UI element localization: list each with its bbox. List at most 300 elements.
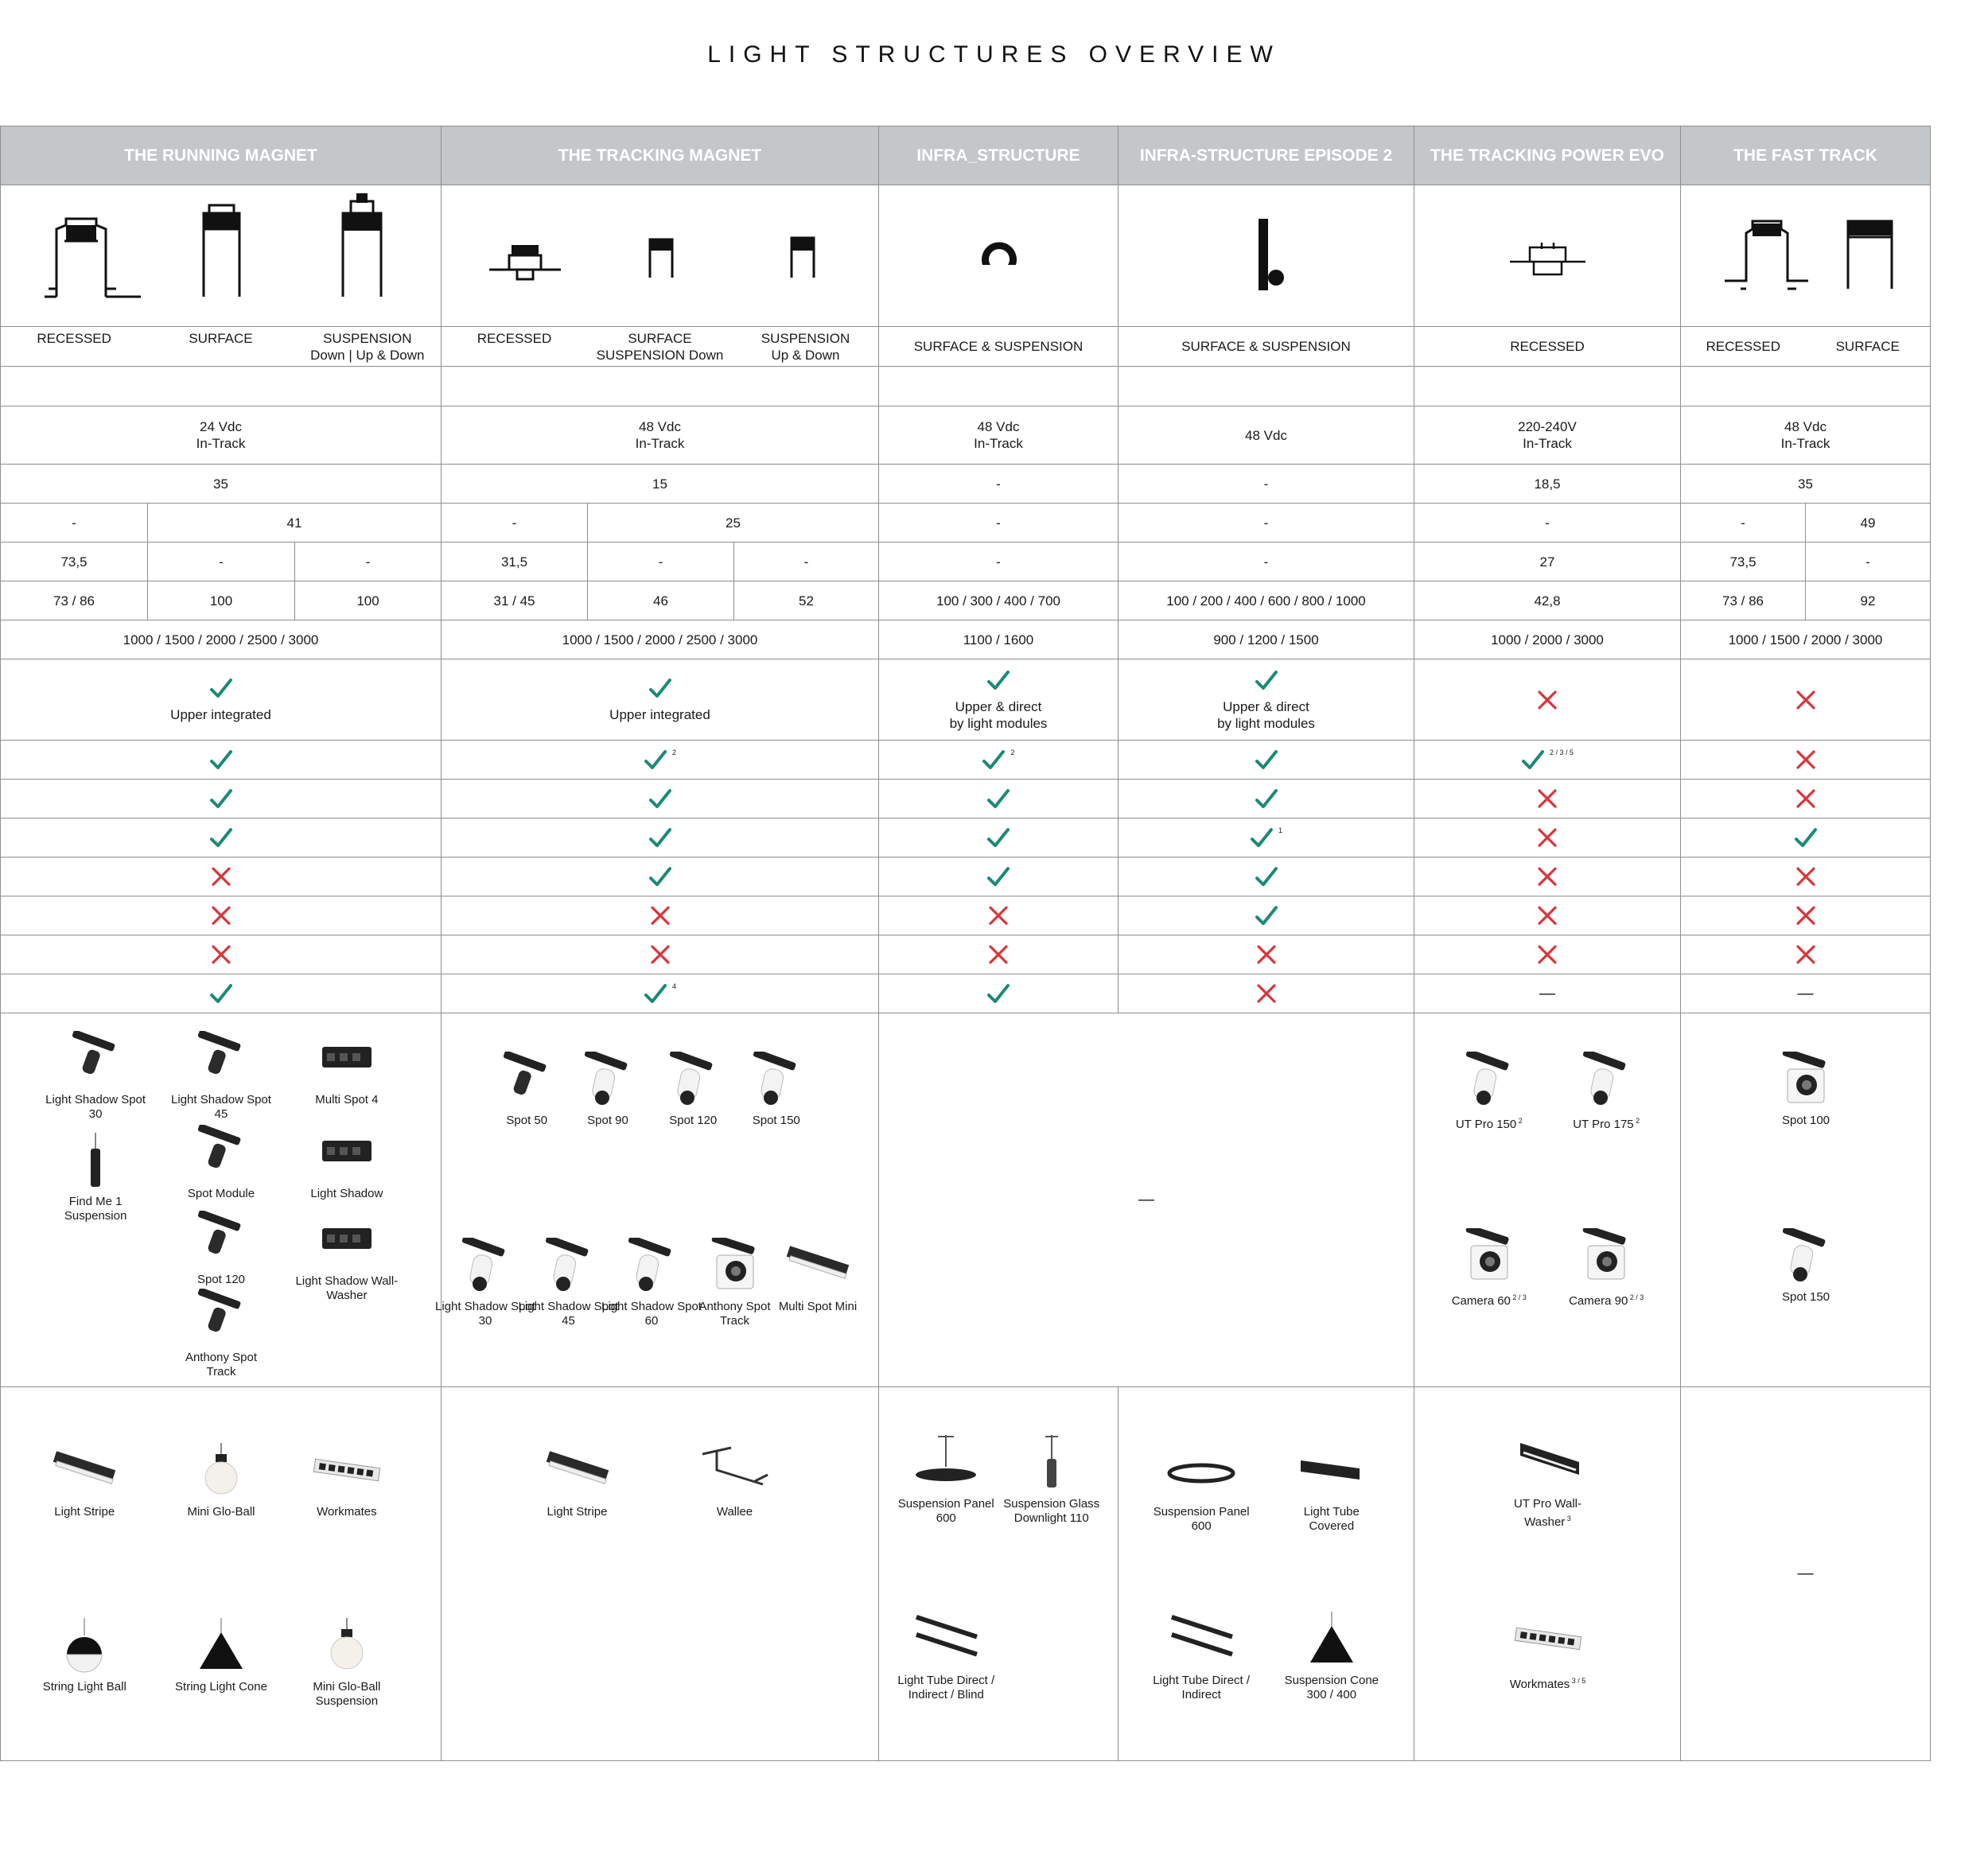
profile-drawing-ft — [1681, 185, 1931, 322]
feature-6-tpe — [1414, 935, 1681, 974]
light-tube-covered-icon — [1296, 1443, 1367, 1499]
product-item — [169, 1211, 273, 1287]
integrated-note-rm: Upper integrated — [170, 707, 271, 722]
product-label: Workmates — [317, 1505, 377, 1519]
feature-1-tm — [442, 741, 879, 780]
row-d-ft-1: 73 / 86 — [1681, 581, 1806, 620]
product-item — [1554, 1052, 1658, 1132]
type-ft-recessed: RECESSED — [1706, 339, 1781, 354]
products2-ft-dash: — — [1797, 1565, 1814, 1582]
track-spot-icon — [185, 1289, 257, 1344]
feature-2-rm — [1, 780, 442, 819]
products2-tpe — [1414, 1387, 1681, 1761]
integrated-note-is2: Upper & direct — [1223, 698, 1309, 714]
feature-7-ft — [1681, 974, 1931, 1013]
feature-7-rm — [1, 974, 442, 1013]
product-item — [526, 1443, 629, 1519]
product-footnote: 2 — [1633, 1117, 1640, 1125]
product-item — [1000, 1435, 1103, 1526]
row-c-tm-3: - — [803, 554, 809, 570]
row-a-ft: 35 — [1681, 465, 1931, 504]
type-tm-surface: SURFACE — [628, 330, 692, 346]
row-a-is2: - — [1118, 465, 1414, 504]
row-c-rm-3: - — [365, 554, 371, 570]
products2-ft — [1681, 1387, 1931, 1761]
row-d-tm-3: 52 — [799, 593, 814, 609]
product-label: Multi Spot 4 — [315, 1093, 379, 1106]
type-tpe: RECESSED — [1414, 327, 1681, 367]
check-icon — [986, 865, 1010, 889]
cross-icon — [1255, 982, 1278, 1005]
product-item — [894, 1435, 998, 1526]
linear-light-icon — [782, 1238, 854, 1293]
feature-6-ft — [1681, 935, 1931, 974]
product-footnote: 3 — [1565, 1515, 1571, 1522]
product-label: Spot 100 — [1781, 1114, 1830, 1127]
feature-2-is2 — [1118, 780, 1414, 819]
product-label: Camera 60 $^{2 / 3}$ — [1451, 1293, 1527, 1308]
product-item — [1754, 1228, 1858, 1305]
dash-mark: — — [1539, 984, 1555, 1002]
type-rm-surface: SURFACE — [189, 330, 253, 346]
product-label: Light Shadow Wall-Washer — [295, 1274, 399, 1302]
profile-drawings-tpe — [1414, 185, 1681, 327]
feature-3-tpe — [1414, 819, 1681, 858]
check-icon — [982, 748, 1006, 772]
feature-3-tm — [442, 819, 879, 858]
white-spot-icon — [1453, 1052, 1525, 1107]
row-d-rm-3: 100 — [356, 593, 379, 609]
products2-is — [879, 1387, 1118, 1761]
feature-row-5 — [1, 896, 1931, 935]
cone-icon — [185, 1618, 257, 1674]
type-tm-suspension-sub: Up & Down — [771, 347, 840, 363]
product-label: Workmates $^{3 / 5}$ — [1509, 1677, 1586, 1691]
row-b-tpe: - — [1414, 504, 1681, 542]
integrated-note-is: Upper & direct — [955, 698, 1042, 714]
product-label: Wallee — [716, 1505, 753, 1519]
product-label: Suspension Panel 600 — [897, 1497, 994, 1525]
feature-4-rm — [1, 858, 442, 896]
product-label: Suspension Panel 600 — [1153, 1505, 1250, 1533]
check-icon — [644, 748, 667, 772]
product-footnote: 2 / 3 — [1628, 1293, 1644, 1301]
feature-3-ft — [1681, 819, 1931, 858]
voltage-is: 48 Vdc — [977, 419, 1020, 434]
product-label: Light Shadow Spot 45 — [518, 1300, 619, 1328]
feature-3-rm — [1, 819, 442, 858]
check-icon — [1521, 748, 1545, 772]
check-icon — [209, 748, 233, 772]
check-icon — [1255, 904, 1278, 928]
product-label: Spot 120 — [669, 1114, 718, 1127]
profile-drawings-is — [879, 185, 1118, 327]
type-rm-suspension: SUSPENSION — [323, 330, 412, 346]
feature-4-is — [879, 858, 1118, 896]
module-icon — [311, 1212, 383, 1268]
lengths-is2: 900 / 1200 / 1500 — [1118, 620, 1414, 659]
check-icon — [209, 982, 233, 1005]
cross-icon — [649, 904, 671, 927]
voltage-rm: 24 Vdc — [200, 419, 242, 434]
cross-icon — [1795, 749, 1817, 771]
integrated-rm — [1, 659, 442, 741]
cross-icon — [1795, 904, 1817, 927]
ring-panel-icon — [1165, 1443, 1237, 1499]
products2-is2 — [1118, 1387, 1414, 1761]
string-ball-icon — [49, 1618, 120, 1674]
feature-6-is2 — [1118, 935, 1414, 974]
row-d-tm-1: 31 / 45 — [442, 581, 588, 620]
voltage-tpe: 220-240V — [1518, 419, 1577, 434]
feature-row-3 — [1, 819, 1931, 858]
row-d-tm-2: 46 — [588, 581, 734, 620]
product-item — [725, 1052, 828, 1128]
product-label: Light Shadow Spot 45 — [171, 1093, 271, 1121]
light-tube-icon — [910, 1612, 982, 1667]
product-footnote: 2 / 3 — [1510, 1293, 1527, 1301]
product-item — [1280, 1443, 1383, 1534]
product-label: UT Pro 150 $^2$ — [1455, 1117, 1523, 1131]
integrated-note-is2: by light modules — [1217, 715, 1315, 731]
check-icon — [986, 668, 1010, 692]
lengths-tpe: 1000 / 2000 / 3000 — [1414, 620, 1681, 659]
products1-rm — [1, 1013, 442, 1387]
cross-icon — [987, 943, 1010, 966]
cross-icon — [1536, 826, 1558, 849]
dash-mark: — — [1797, 984, 1814, 1002]
check-icon — [1255, 748, 1278, 772]
feature-5-rm — [1, 896, 442, 935]
track-spot-icon — [491, 1052, 562, 1107]
check-icon — [1255, 865, 1278, 889]
type-ft-surface: SURFACE — [1835, 339, 1900, 354]
row-a-tm: 15 — [442, 465, 879, 504]
cross-icon — [1536, 689, 1558, 711]
overview-table — [0, 126, 1931, 1761]
row-a-rm: 35 — [1, 465, 442, 504]
white-spot-icon — [657, 1052, 729, 1107]
feature-7-tpe — [1414, 974, 1681, 1013]
product-label: Spot 150 — [752, 1114, 800, 1127]
row-c-tm-2: - — [588, 542, 734, 581]
row-d-rm-1: 73 / 86 — [1, 581, 148, 620]
row-c-is2: - — [1118, 542, 1414, 581]
product-item — [1150, 1612, 1253, 1702]
product-item — [295, 1212, 399, 1303]
profile-drawings-rm — [1, 185, 442, 327]
profile-drawing-rm — [1, 185, 442, 322]
product-label: Camera 90 $^{2 / 3}$ — [1569, 1293, 1644, 1308]
product-label: UT Pro 175 $^2$ — [1573, 1117, 1640, 1131]
lengths-ft: 1000 / 1500 / 2000 / 3000 — [1681, 620, 1931, 659]
check-icon — [1250, 826, 1274, 850]
product-item — [1438, 1228, 1541, 1309]
feature-row-7 — [1, 974, 1931, 1013]
footnote-ref: 4 — [671, 982, 676, 990]
product-label: Light Shadow Spot 30 — [45, 1093, 146, 1121]
row-b-is: - — [879, 504, 1118, 542]
row-d-rm-2: 100 — [148, 581, 295, 620]
product-label: Spot 50 — [506, 1114, 548, 1127]
product-footnote: 3 / 5 — [1570, 1677, 1586, 1685]
camera-spot-icon — [1453, 1228, 1525, 1284]
footnote-ref: 2 — [671, 749, 676, 756]
feature-1-tpe — [1414, 741, 1681, 780]
product-item — [894, 1612, 998, 1702]
check-icon — [644, 982, 667, 1005]
feature-5-ft — [1681, 896, 1931, 935]
wall-washer-icon — [1512, 1435, 1584, 1491]
row-a-is: - — [879, 465, 1118, 504]
lengths-tm: 1000 / 1500 / 2000 / 2500 / 3000 — [442, 620, 879, 659]
product-item — [33, 1443, 136, 1519]
product-item — [1280, 1612, 1383, 1702]
pendant-icon — [60, 1133, 131, 1188]
feature-row-1 — [1, 741, 1931, 780]
product-label: Mini Glo-Ball Suspension — [313, 1680, 381, 1708]
product-label: Light Shadow — [310, 1187, 383, 1200]
product-label: Suspension Cone 300 / 400 — [1284, 1674, 1379, 1701]
row-d-is: 100 / 300 / 400 / 700 — [879, 581, 1118, 620]
cross-icon — [1795, 943, 1817, 966]
row-c-tm-1: 31,5 — [442, 542, 588, 581]
profile-drawing-is — [879, 185, 1118, 322]
suspension-panel-icon — [910, 1435, 982, 1491]
feature-3-is2 — [1118, 819, 1414, 858]
workmates-icon — [311, 1443, 383, 1499]
type-rm-recessed: RECESSED — [37, 330, 111, 346]
check-icon — [986, 982, 1010, 1005]
integrated-tpe — [1414, 659, 1681, 741]
feature-1-is2 — [1118, 741, 1414, 780]
product-label: UT Pro Wall-Washer $^3$ — [1513, 1497, 1581, 1529]
track-spot-icon — [60, 1031, 131, 1087]
row-b-tm-2: 25 — [726, 515, 741, 531]
feature-2-tpe — [1414, 780, 1681, 819]
check-icon — [648, 826, 672, 850]
product-label: Spot Module — [187, 1187, 255, 1200]
type-is2: SURFACE & SUSPENSION — [1118, 327, 1414, 367]
product-item — [1754, 1052, 1858, 1128]
glass-downlight-icon — [1016, 1435, 1087, 1491]
product-label: Light Shadow Spot 60 — [601, 1300, 702, 1328]
integrated-note-is: by light modules — [949, 715, 1048, 731]
profile-drawing-tpe — [1414, 185, 1681, 322]
product-label: String Light Cone — [175, 1680, 267, 1694]
product-item — [295, 1125, 399, 1201]
cross-icon — [1536, 943, 1558, 966]
feature-7-is — [879, 974, 1118, 1013]
product-item — [1554, 1228, 1658, 1309]
product-label: Spot 150 — [1781, 1290, 1830, 1304]
product-label: Multi Spot Mini — [778, 1300, 858, 1313]
profile-drawing-is2 — [1118, 185, 1414, 322]
camera-spot-icon — [1770, 1052, 1842, 1107]
feature-7-tm — [442, 974, 879, 1013]
row-c-rm-1: 73,5 — [1, 542, 148, 581]
profile-drawings-tm — [442, 185, 879, 327]
product-item — [33, 1618, 136, 1694]
feature-row-6 — [1, 935, 1931, 974]
row-b-rm-1: - — [1, 504, 148, 542]
lengths-rm: 1000 / 1500 / 2000 / 2500 / 3000 — [1, 620, 442, 659]
light-tube-icon — [1165, 1612, 1237, 1667]
cone-icon — [1296, 1612, 1367, 1667]
product-item — [169, 1031, 273, 1122]
product-label: Light Tube Direct / Indirect — [1153, 1674, 1251, 1701]
products1-tpe — [1414, 1013, 1681, 1387]
white-spot-icon — [741, 1052, 812, 1107]
product-item — [1150, 1443, 1253, 1534]
col-header-fast-track: THE FAST TRACK — [1681, 126, 1931, 185]
product-item — [44, 1133, 147, 1223]
feature-4-is2 — [1118, 858, 1414, 896]
product-label: Anthony Spot Track — [185, 1351, 258, 1379]
voltage-ft-sub: In-Track — [1780, 436, 1830, 451]
feature-5-is — [879, 896, 1118, 935]
product-item — [1438, 1052, 1541, 1132]
products1-is-empty — [879, 1013, 1414, 1387]
feature-1-ft — [1681, 741, 1931, 780]
product-label: Light Tube Direct / Indirect / Blind — [897, 1674, 995, 1701]
feature-row-4 — [1, 858, 1931, 896]
row-c-ft-2: - — [1865, 554, 1870, 570]
products1-tm — [435, 1013, 879, 1387]
feature-5-tm — [442, 896, 879, 935]
cross-icon — [210, 943, 232, 966]
profile-drawing-tm — [442, 185, 879, 322]
product-label: String Light Ball — [42, 1680, 126, 1694]
module-icon — [311, 1125, 383, 1180]
linear-light-icon — [49, 1443, 120, 1499]
feature-7-is2 — [1118, 974, 1414, 1013]
white-spot-icon — [572, 1052, 644, 1107]
feature-1-rm — [1, 741, 442, 780]
col-header-running-magnet: THE RUNNING MAGNET — [1, 126, 442, 185]
cross-icon — [1255, 943, 1278, 966]
cross-icon — [210, 904, 232, 927]
feature-6-tm — [442, 935, 879, 974]
wallee-icon — [699, 1443, 771, 1499]
feature-4-ft — [1681, 858, 1931, 896]
voltage-tm-sub: In-Track — [635, 436, 685, 451]
cross-icon — [1536, 865, 1558, 888]
integrated-tm — [442, 659, 879, 741]
check-icon — [986, 787, 1010, 811]
white-spot-icon — [533, 1238, 605, 1293]
row-d-is2: 100 / 200 / 400 / 600 / 800 / 1000 — [1118, 581, 1414, 620]
footnote-ref: 2 / 3 / 5 — [1549, 749, 1574, 756]
voltage-is2: 48 Vdc — [1118, 406, 1414, 465]
row-c-tpe: 27 — [1414, 542, 1681, 581]
col-header-tracking-magnet: THE TRACKING MAGNET — [442, 126, 879, 185]
feature-2-tm — [442, 780, 879, 819]
voltage-tpe-sub: In-Track — [1523, 436, 1572, 451]
cross-icon — [1536, 904, 1558, 927]
row-b-tm-1: - — [442, 504, 588, 542]
feature-1-is — [879, 741, 1118, 780]
white-spot-icon — [1770, 1228, 1842, 1284]
track-spot-icon — [185, 1211, 257, 1266]
camera-spot-icon — [1570, 1228, 1642, 1284]
feature-6-rm — [1, 935, 442, 974]
check-icon — [986, 826, 1010, 850]
feature-5-is2 — [1118, 896, 1414, 935]
col-header-tracking-power-evo: THE TRACKING POWER EVO — [1414, 126, 1681, 185]
product-item — [169, 1618, 273, 1694]
integrated-is — [879, 659, 1118, 741]
col-header-infra-structure: INFRA_STRUCTURE — [879, 126, 1118, 185]
product-label: Light Stripe — [547, 1505, 608, 1519]
row-b-ft-1: - — [1681, 504, 1806, 542]
product-label: Suspension Glass Downlight 110 — [1003, 1497, 1100, 1525]
check-icon — [1255, 787, 1278, 811]
lengths-is: 1100 / 1600 — [879, 620, 1118, 659]
glo-ball-icon — [311, 1618, 383, 1674]
product-item — [295, 1031, 399, 1107]
product-label: Find Me 1 Suspension — [64, 1195, 127, 1223]
module-icon — [311, 1031, 383, 1087]
product-item — [683, 1443, 787, 1519]
check-icon — [648, 865, 672, 889]
product-item — [169, 1289, 273, 1379]
row-c-is: - — [879, 542, 1118, 581]
row-a-tpe: 18,5 — [1414, 465, 1681, 504]
row-c-ft-1: 73,5 — [1681, 542, 1806, 581]
products2-tm — [442, 1387, 879, 1761]
integrated-is2 — [1118, 659, 1414, 741]
feature-5-tpe — [1414, 896, 1681, 935]
cross-icon — [987, 904, 1010, 927]
product-label: Mini Glo-Ball — [187, 1505, 255, 1519]
check-icon — [648, 787, 672, 811]
cross-icon — [649, 943, 671, 966]
white-spot-icon — [1570, 1052, 1642, 1107]
product-item — [169, 1125, 273, 1201]
integrated-ft — [1681, 659, 1931, 741]
voltage-is-sub: In-Track — [974, 436, 1023, 451]
cross-icon — [1795, 865, 1817, 888]
profile-drawings-is2 — [1118, 185, 1414, 327]
product-label: Spot 120 — [196, 1273, 246, 1286]
product-item — [1496, 1612, 1600, 1692]
voltage-rm-sub: In-Track — [196, 436, 246, 451]
row-b-ft-2: 49 — [1860, 515, 1876, 531]
white-spot-icon — [616, 1238, 687, 1293]
voltage-tm: 48 Vdc — [639, 419, 681, 434]
type-tm-suspension-down: SUSPENSION Down — [596, 347, 724, 363]
feature-4-tpe — [1414, 858, 1681, 896]
product-item — [1496, 1435, 1600, 1530]
product-label: Spot 90 — [587, 1114, 628, 1127]
feature-3-is — [879, 819, 1118, 858]
col-header-infra-structure-ep2: INFRA-STRUCTURE EPISODE 2 — [1118, 126, 1414, 185]
product-label: Light Tube Covered — [1303, 1505, 1360, 1533]
integrated-note-tm: Upper integrated — [609, 707, 710, 722]
white-spot-icon — [449, 1238, 521, 1293]
product-item — [295, 1443, 399, 1519]
products2-rm — [1, 1387, 442, 1761]
type-tm-recessed: RECESSED — [477, 330, 552, 346]
product-label: Anthony Spot Track — [698, 1300, 771, 1328]
row-d-tpe: 42,8 — [1414, 581, 1681, 620]
products1-ft — [1681, 1013, 1931, 1387]
check-icon — [648, 676, 672, 700]
product-item — [44, 1031, 147, 1122]
check-icon — [1255, 668, 1278, 692]
feature-6-is — [879, 935, 1118, 974]
